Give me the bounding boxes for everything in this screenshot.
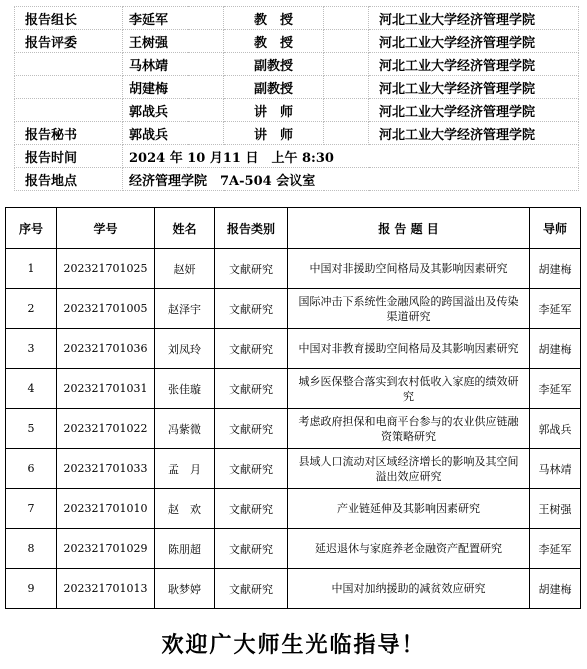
committee-name: 郭战兵: [123, 99, 224, 122]
header-no: 序号: [6, 208, 57, 249]
table-row: [6, 249, 581, 289]
table-header-row: [6, 208, 581, 249]
committee-role: [15, 53, 123, 76]
cell-name: 赵 欢: [155, 489, 215, 529]
cell-report-topic: 国际冲击下系统性金融风险的跨国溢出及传染渠道研究: [288, 289, 530, 329]
cell-name: 孟 月: [155, 449, 215, 489]
cell-advisor: 李延军: [530, 369, 581, 409]
committee-org: 河北工业大学经济管理学院: [369, 76, 579, 99]
cell-student-id: 202321701005: [57, 289, 155, 329]
report-schedule-table: [5, 207, 581, 609]
cell-name: 陈朋超: [155, 529, 215, 569]
cell-advisor: 胡建梅: [530, 329, 581, 369]
report-place-label: 报告地点: [15, 168, 123, 191]
committee-title: 副教授: [224, 76, 324, 99]
cell-report-topic: 城乡医保整合落实到农村低收入家庭的绩效研究: [288, 369, 530, 409]
cell-no: 9: [6, 569, 57, 609]
cell-report-topic: 中国对非教育援助空间格局及其影响因素研究: [288, 329, 530, 369]
cell-student-id: 202321701013: [57, 569, 155, 609]
cell-report-type: 文献研究: [215, 449, 288, 489]
cell-report-topic: 延迟退休与家庭养老金融资产配置研究: [288, 529, 530, 569]
cell-report-type: 文献研究: [215, 329, 288, 369]
cell-name: 赵妍: [155, 249, 215, 289]
committee-title: 教 授: [224, 30, 324, 53]
committee-row: [15, 122, 579, 145]
table-row: [6, 489, 581, 529]
table-row: [6, 409, 581, 449]
cell-no: 1: [6, 249, 57, 289]
table-row: [6, 329, 581, 369]
cell-advisor: 胡建梅: [530, 569, 581, 609]
committee-org: 河北工业大学经济管理学院: [369, 7, 579, 30]
cell-report-topic: 中国对加纳援助的减贫效应研究: [288, 569, 530, 609]
committee-name: 王树强: [123, 30, 224, 53]
cell-report-topic: 考虑政府担保和电商平台参与的农业供应链融资策略研究: [288, 409, 530, 449]
committee-info-table: [14, 6, 579, 191]
committee-row: [15, 53, 579, 76]
cell-no: 5: [6, 409, 57, 449]
cell-no: 6: [6, 449, 57, 489]
cell-report-topic: 县域人口流动对区域经济增长的影响及其空间溢出效应研究: [288, 449, 530, 489]
cell-name: 刘凤玲: [155, 329, 215, 369]
committee-row: [15, 7, 579, 30]
cell-advisor: 胡建梅: [530, 249, 581, 289]
table-row: [6, 569, 581, 609]
cell-no: 8: [6, 529, 57, 569]
cell-advisor: 李延军: [530, 529, 581, 569]
cell-advisor: 王树强: [530, 489, 581, 529]
committee-title: 副教授: [224, 53, 324, 76]
report-time-row: [15, 145, 579, 168]
cell-student-id: 202321701010: [57, 489, 155, 529]
cell-name: 冯紫微: [155, 409, 215, 449]
committee-org: 河北工业大学经济管理学院: [369, 122, 579, 145]
committee-name: 马林靖: [123, 53, 224, 76]
committee-role: [15, 76, 123, 99]
cell-name: 耿梦婷: [155, 569, 215, 609]
cell-advisor: 马林靖: [530, 449, 581, 489]
committee-title: 讲 师: [224, 99, 324, 122]
committee-name: 李延军: [123, 7, 224, 30]
cell-report-type: 文献研究: [215, 529, 288, 569]
committee-role: [15, 99, 123, 122]
cell-report-type: 文献研究: [215, 489, 288, 529]
cell-report-type: 文献研究: [215, 369, 288, 409]
table-row: [6, 529, 581, 569]
cell-advisor: 郭战兵: [530, 409, 581, 449]
header-student-id: 学号: [57, 208, 155, 249]
committee-row: [15, 76, 579, 99]
committee-org: 河北工业大学经济管理学院: [369, 53, 579, 76]
cell-report-type: 文献研究: [215, 569, 288, 609]
cell-student-id: 202321701031: [57, 369, 155, 409]
committee-role: 报告评委: [15, 30, 123, 53]
table-row: [6, 449, 581, 489]
cell-name: 赵泽宇: [155, 289, 215, 329]
cell-name: 张佳璇: [155, 369, 215, 409]
committee-org: 河北工业大学经济管理学院: [369, 99, 579, 122]
committee-name: 郭战兵: [123, 122, 224, 145]
cell-student-id: 202321701022: [57, 409, 155, 449]
committee-title: 教 授: [224, 7, 324, 30]
cell-student-id: 202321701029: [57, 529, 155, 569]
header-report-type: 报告类别: [215, 208, 288, 249]
cell-no: 3: [6, 329, 57, 369]
header-name: 姓名: [155, 208, 215, 249]
committee-org: 河北工业大学经济管理学院: [369, 30, 579, 53]
table-row: [6, 369, 581, 409]
header-advisor: 导师: [530, 208, 581, 249]
committee-name: 胡建梅: [123, 76, 224, 99]
cell-advisor: 李延军: [530, 289, 581, 329]
cell-report-topic: 产业链延伸及其影响因素研究: [288, 489, 530, 529]
cell-report-topic: 中国对非援助空间格局及其影响因素研究: [288, 249, 530, 289]
cell-report-type: 文献研究: [215, 249, 288, 289]
committee-row: [15, 99, 579, 122]
cell-no: 2: [6, 289, 57, 329]
cell-student-id: 202321701033: [57, 449, 155, 489]
report-time-value: 2024 年 10 月11 日 上午 8:30: [123, 145, 579, 168]
report-place-row: [15, 168, 579, 191]
report-place-value: 经济管理学院 7A-504 会议室: [123, 168, 579, 191]
committee-role: 报告秘书: [15, 122, 123, 145]
committee-role: 报告组长: [15, 7, 123, 30]
committee-title: 讲 师: [224, 122, 324, 145]
cell-report-type: 文献研究: [215, 289, 288, 329]
cell-no: 4: [6, 369, 57, 409]
cell-report-type: 文献研究: [215, 409, 288, 449]
header-report-topic: 报 告 题 目: [288, 208, 530, 249]
cell-student-id: 202321701036: [57, 329, 155, 369]
cell-no: 7: [6, 489, 57, 529]
table-row: [6, 289, 581, 329]
welcome-message: 欢迎广大师生光临指导！: [161, 632, 426, 658]
committee-row: [15, 30, 579, 53]
cell-student-id: 202321701025: [57, 249, 155, 289]
report-time-label: 报告时间: [15, 145, 123, 168]
